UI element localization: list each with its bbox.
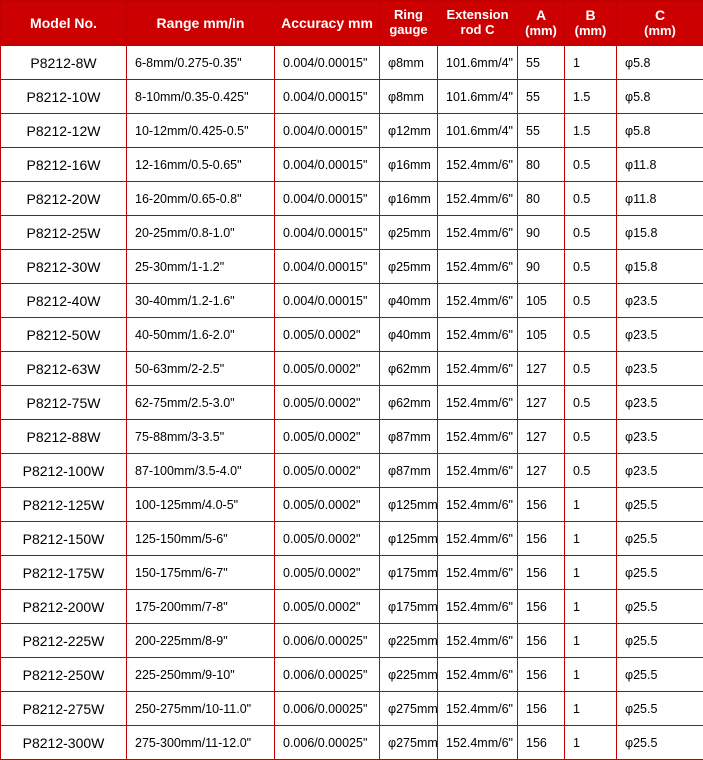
cell-extension-rod: 152.4mm/6" (438, 250, 518, 284)
cell-accuracy: 0.004/0.00015" (275, 284, 380, 318)
cell-extension-rod: 152.4mm/6" (438, 522, 518, 556)
column-header-a-label: A (536, 7, 546, 23)
cell-accuracy: 0.004/0.00015" (275, 114, 380, 148)
table-row (1, 590, 703, 624)
cell-b: 0.5 (565, 420, 617, 454)
cell-ring-gauge: φ25mm (380, 250, 438, 284)
column-header-model-no: Model No. (1, 1, 127, 46)
cell-ring-gauge: φ125mm (380, 488, 438, 522)
cell-a: 156 (518, 624, 565, 658)
cell-a: 105 (518, 284, 565, 318)
cell-a: 90 (518, 250, 565, 284)
cell-ring-gauge: φ275mm (380, 692, 438, 726)
cell-b: 1 (565, 658, 617, 692)
column-header-c-unit: (mm) (617, 24, 703, 39)
cell-ring-gauge: φ87mm (380, 420, 438, 454)
cell-extension-rod: 152.4mm/6" (438, 148, 518, 182)
table-row (1, 216, 703, 250)
cell-model: P8212-40W (1, 284, 127, 318)
cell-b: 0.5 (565, 182, 617, 216)
cell-range: 16-20mm/0.65-0.8" (127, 182, 275, 216)
cell-b: 0.5 (565, 386, 617, 420)
cell-c: φ25.5 (617, 488, 703, 522)
cell-range: 100-125mm/4.0-5" (127, 488, 275, 522)
cell-accuracy: 0.005/0.0002" (275, 420, 380, 454)
table-row (1, 80, 703, 114)
cell-accuracy: 0.005/0.0002" (275, 590, 380, 624)
cell-c: φ25.5 (617, 556, 703, 590)
table-row (1, 46, 703, 80)
cell-b: 0.5 (565, 250, 617, 284)
cell-a: 55 (518, 114, 565, 148)
cell-accuracy: 0.005/0.0002" (275, 488, 380, 522)
cell-c: φ25.5 (617, 624, 703, 658)
table-row (1, 114, 703, 148)
cell-model: P8212-175W (1, 556, 127, 590)
cell-ring-gauge: φ40mm (380, 318, 438, 352)
cell-ring-gauge: φ62mm (380, 386, 438, 420)
cell-accuracy: 0.004/0.00015" (275, 216, 380, 250)
cell-range: 12-16mm/0.5-0.65" (127, 148, 275, 182)
cell-range: 200-225mm/8-9" (127, 624, 275, 658)
table-row (1, 318, 703, 352)
cell-ring-gauge: φ8mm (380, 46, 438, 80)
cell-accuracy: 0.005/0.0002" (275, 556, 380, 590)
cell-model: P8212-50W (1, 318, 127, 352)
cell-a: 156 (518, 590, 565, 624)
cell-model: P8212-63W (1, 352, 127, 386)
cell-range: 20-25mm/0.8-1.0" (127, 216, 275, 250)
cell-a: 156 (518, 488, 565, 522)
cell-accuracy: 0.005/0.0002" (275, 522, 380, 556)
cell-accuracy: 0.004/0.00015" (275, 46, 380, 80)
cell-range: 62-75mm/2.5-3.0" (127, 386, 275, 420)
column-header-range: Range mm/in (127, 1, 275, 46)
cell-accuracy: 0.006/0.00025" (275, 624, 380, 658)
table-row (1, 556, 703, 590)
cell-extension-rod: 152.4mm/6" (438, 488, 518, 522)
cell-b: 1 (565, 556, 617, 590)
cell-b: 0.5 (565, 352, 617, 386)
cell-ring-gauge: φ62mm (380, 352, 438, 386)
cell-b: 1 (565, 692, 617, 726)
cell-ring-gauge: φ175mm (380, 556, 438, 590)
table-body (1, 46, 703, 760)
cell-ring-gauge: φ175mm (380, 590, 438, 624)
cell-c: φ11.8 (617, 182, 703, 216)
cell-extension-rod: 152.4mm/6" (438, 658, 518, 692)
cell-model: P8212-75W (1, 386, 127, 420)
cell-range: 25-30mm/1-1.2" (127, 250, 275, 284)
table-header (1, 1, 703, 46)
cell-model: P8212-10W (1, 80, 127, 114)
cell-a: 105 (518, 318, 565, 352)
table-row (1, 420, 703, 454)
cell-extension-rod: 152.4mm/6" (438, 182, 518, 216)
cell-model: P8212-125W (1, 488, 127, 522)
column-header-accuracy: Accuracy mm (275, 1, 380, 46)
cell-accuracy: 0.005/0.0002" (275, 318, 380, 352)
cell-c: φ15.8 (617, 250, 703, 284)
table-row (1, 284, 703, 318)
cell-b: 1.5 (565, 80, 617, 114)
table-row (1, 624, 703, 658)
cell-c: φ25.5 (617, 726, 703, 760)
cell-c: φ23.5 (617, 420, 703, 454)
column-header-c-label: C (655, 7, 665, 23)
cell-range: 50-63mm/2-2.5" (127, 352, 275, 386)
table-row (1, 488, 703, 522)
table-row (1, 658, 703, 692)
cell-c: φ23.5 (617, 352, 703, 386)
cell-a: 55 (518, 46, 565, 80)
cell-ring-gauge: φ125mm (380, 522, 438, 556)
column-header-extension-rod: Extension rod C (438, 1, 518, 46)
cell-model: P8212-300W (1, 726, 127, 760)
cell-extension-rod: 152.4mm/6" (438, 454, 518, 488)
cell-ring-gauge: φ40mm (380, 284, 438, 318)
cell-b: 1 (565, 726, 617, 760)
cell-c: φ5.8 (617, 46, 703, 80)
column-header-a (518, 1, 565, 46)
cell-accuracy: 0.006/0.00025" (275, 658, 380, 692)
cell-b: 0.5 (565, 216, 617, 250)
cell-extension-rod: 152.4mm/6" (438, 726, 518, 760)
cell-range: 8-10mm/0.35-0.425" (127, 80, 275, 114)
cell-range: 175-200mm/7-8" (127, 590, 275, 624)
cell-a: 80 (518, 182, 565, 216)
cell-model: P8212-88W (1, 420, 127, 454)
cell-extension-rod: 101.6mm/4" (438, 80, 518, 114)
cell-accuracy: 0.005/0.0002" (275, 454, 380, 488)
cell-ring-gauge: φ16mm (380, 182, 438, 216)
cell-model: P8212-200W (1, 590, 127, 624)
cell-range: 30-40mm/1.2-1.6" (127, 284, 275, 318)
table-row (1, 522, 703, 556)
cell-ring-gauge: φ225mm (380, 624, 438, 658)
column-header-b-label: B (585, 7, 595, 23)
cell-c: φ25.5 (617, 522, 703, 556)
cell-a: 80 (518, 148, 565, 182)
cell-accuracy: 0.004/0.00015" (275, 80, 380, 114)
cell-a: 156 (518, 726, 565, 760)
cell-extension-rod: 152.4mm/6" (438, 318, 518, 352)
cell-a: 127 (518, 454, 565, 488)
cell-b: 1 (565, 590, 617, 624)
cell-extension-rod: 152.4mm/6" (438, 556, 518, 590)
cell-ring-gauge: φ16mm (380, 148, 438, 182)
cell-a: 156 (518, 658, 565, 692)
cell-extension-rod: 152.4mm/6" (438, 590, 518, 624)
cell-a: 127 (518, 420, 565, 454)
cell-ring-gauge: φ275mm (380, 726, 438, 760)
column-header-b (565, 1, 617, 46)
table-row (1, 386, 703, 420)
cell-extension-rod: 152.4mm/6" (438, 420, 518, 454)
table-row (1, 148, 703, 182)
cell-b: 0.5 (565, 284, 617, 318)
cell-range: 10-12mm/0.425-0.5" (127, 114, 275, 148)
cell-a: 156 (518, 692, 565, 726)
cell-c: φ15.8 (617, 216, 703, 250)
cell-model: P8212-150W (1, 522, 127, 556)
cell-b: 0.5 (565, 148, 617, 182)
cell-a: 156 (518, 522, 565, 556)
column-header-ring-gauge: Ring gauge (380, 1, 438, 46)
cell-extension-rod: 152.4mm/6" (438, 284, 518, 318)
cell-ring-gauge: φ87mm (380, 454, 438, 488)
cell-a: 55 (518, 80, 565, 114)
cell-b: 1 (565, 46, 617, 80)
table-row (1, 352, 703, 386)
cell-b: 1.5 (565, 114, 617, 148)
cell-model: P8212-20W (1, 182, 127, 216)
cell-b: 1 (565, 624, 617, 658)
table-row (1, 250, 703, 284)
cell-b: 0.5 (565, 454, 617, 488)
cell-accuracy: 0.004/0.00015" (275, 250, 380, 284)
cell-a: 127 (518, 352, 565, 386)
cell-model: P8212-12W (1, 114, 127, 148)
cell-extension-rod: 101.6mm/4" (438, 114, 518, 148)
cell-a: 90 (518, 216, 565, 250)
cell-model: P8212-275W (1, 692, 127, 726)
cell-c: φ25.5 (617, 590, 703, 624)
cell-c: φ5.8 (617, 80, 703, 114)
cell-range: 40-50mm/1.6-2.0" (127, 318, 275, 352)
cell-ring-gauge: φ12mm (380, 114, 438, 148)
cell-b: 1 (565, 522, 617, 556)
cell-c: φ23.5 (617, 284, 703, 318)
cell-extension-rod: 152.4mm/6" (438, 216, 518, 250)
cell-ring-gauge: φ25mm (380, 216, 438, 250)
column-header-a-unit: (mm) (518, 24, 564, 39)
column-header-b-unit: (mm) (565, 24, 616, 39)
cell-c: φ23.5 (617, 318, 703, 352)
cell-extension-rod: 101.6mm/4" (438, 46, 518, 80)
cell-range: 225-250mm/9-10" (127, 658, 275, 692)
cell-b: 0.5 (565, 318, 617, 352)
cell-accuracy: 0.005/0.0002" (275, 352, 380, 386)
table-row (1, 182, 703, 216)
cell-c: φ23.5 (617, 386, 703, 420)
cell-range: 250-275mm/10-11.0" (127, 692, 275, 726)
cell-model: P8212-250W (1, 658, 127, 692)
cell-a: 156 (518, 556, 565, 590)
cell-range: 6-8mm/0.275-0.35" (127, 46, 275, 80)
cell-accuracy: 0.005/0.0002" (275, 386, 380, 420)
cell-ring-gauge: φ225mm (380, 658, 438, 692)
table-row (1, 726, 703, 760)
cell-c: φ11.8 (617, 148, 703, 182)
cell-range: 150-175mm/6-7" (127, 556, 275, 590)
table-row (1, 454, 703, 488)
column-header-c (617, 1, 703, 46)
cell-range: 125-150mm/5-6" (127, 522, 275, 556)
cell-extension-rod: 152.4mm/6" (438, 352, 518, 386)
cell-model: P8212-16W (1, 148, 127, 182)
header-row (1, 1, 703, 46)
cell-accuracy: 0.006/0.00025" (275, 692, 380, 726)
cell-model: P8212-225W (1, 624, 127, 658)
cell-c: φ23.5 (617, 454, 703, 488)
cell-extension-rod: 152.4mm/6" (438, 624, 518, 658)
cell-model: P8212-8W (1, 46, 127, 80)
cell-extension-rod: 152.4mm/6" (438, 386, 518, 420)
cell-c: φ25.5 (617, 658, 703, 692)
cell-extension-rod: 152.4mm/6" (438, 692, 518, 726)
cell-accuracy: 0.004/0.00015" (275, 148, 380, 182)
cell-ring-gauge: φ8mm (380, 80, 438, 114)
cell-model: P8212-25W (1, 216, 127, 250)
cell-b: 1 (565, 488, 617, 522)
cell-model: P8212-100W (1, 454, 127, 488)
cell-model: P8212-30W (1, 250, 127, 284)
cell-accuracy: 0.004/0.00015" (275, 182, 380, 216)
cell-accuracy: 0.006/0.00025" (275, 726, 380, 760)
cell-range: 275-300mm/11-12.0" (127, 726, 275, 760)
cell-range: 87-100mm/3.5-4.0" (127, 454, 275, 488)
cell-a: 127 (518, 386, 565, 420)
table-row (1, 692, 703, 726)
cell-c: φ5.8 (617, 114, 703, 148)
cell-c: φ25.5 (617, 692, 703, 726)
cell-range: 75-88mm/3-3.5" (127, 420, 275, 454)
